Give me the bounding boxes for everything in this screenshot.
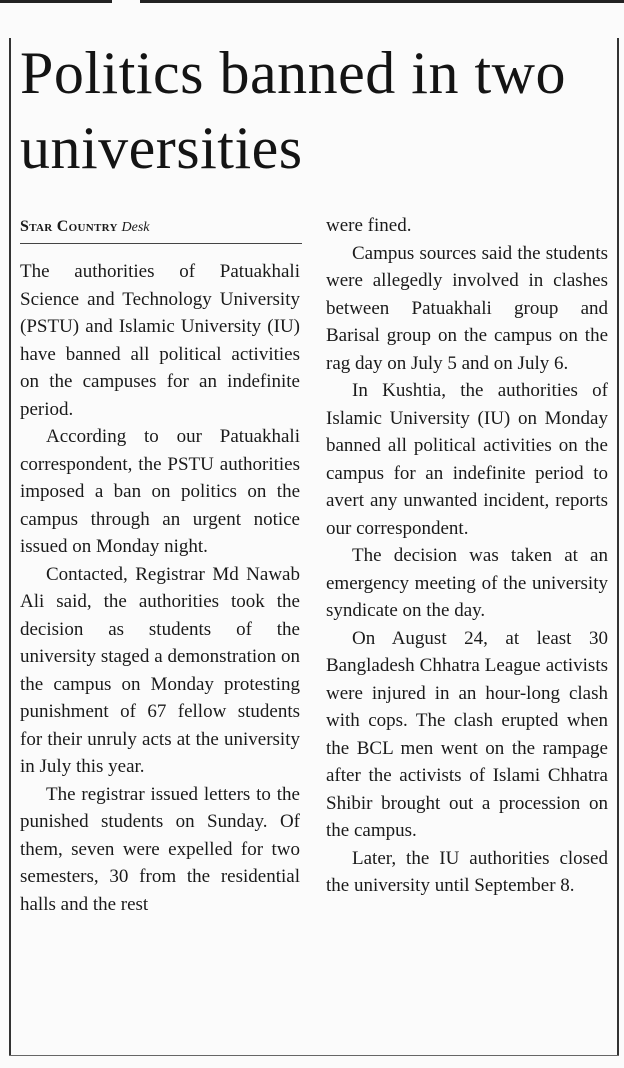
top-rule [140, 0, 624, 3]
article-column-one [20, 258, 300, 918]
paragraph: According to our Patuakhali correspondent, the PSTU authorities imposed a ban on politics on the campus through an urgent notice issued on Monday night. [20, 426, 300, 557]
paragraph: On August 24, at least 30 Bangladesh Chhatra League activists were injured in an hour-long clash with cops. The clash erupted when the BCL men went on the rampage after the activists of Islami Chhatra Shibir brought out a procession on the campus. [326, 627, 608, 841]
byline-desk: Desk [121, 220, 150, 235]
paragraph: The registrar issued letters to the punished students on Sunday. Of them, seven were expelled for two semesters, 30 from the residential halls and the rest [20, 783, 300, 915]
left-column-rule [9, 38, 11, 1056]
right-column-rule [617, 38, 619, 1056]
paragraph: In Kushtia, the authorities of Islamic University (IU) on Monday banned all political activities on the campus for an indefinite period to avert any unwanted incident, reports our correspondent. [326, 380, 608, 539]
paragraph: The authorities of Patuakhali Science and Technology University (PSTU) and Islamic University (IU) have banned all political activities on the campuses for an indefinite period. [20, 261, 300, 420]
paragraph: Contacted, Registrar Md Nawab Ali said, the authorities took the decision as students of the university staged a demonstration on the campus on Monday protesting punishment of 67 fellow students for their unruly acts at the university in July this year. [20, 563, 300, 777]
paragraph: The decision was taken at an emergency meeting of the university syndicate on the day. [326, 545, 608, 621]
paragraph: Campus sources said the students were allegedly involved in clashes between Patuakhali group and Barisal group on the campus on the rag day on July 5 and on July 6. [326, 242, 608, 374]
article-column-two [326, 212, 608, 900]
byline-rule [20, 243, 302, 244]
headline: Politics banned in two universities [20, 40, 566, 181]
paragraph-continued: were fined. [326, 215, 412, 236]
byline-kicker: Star Country [20, 218, 118, 235]
bottom-rule [9, 1055, 619, 1056]
top-rule [0, 0, 112, 3]
byline [20, 216, 302, 239]
paragraph: Later, the IU authorities closed the university until September 8. [326, 847, 608, 896]
